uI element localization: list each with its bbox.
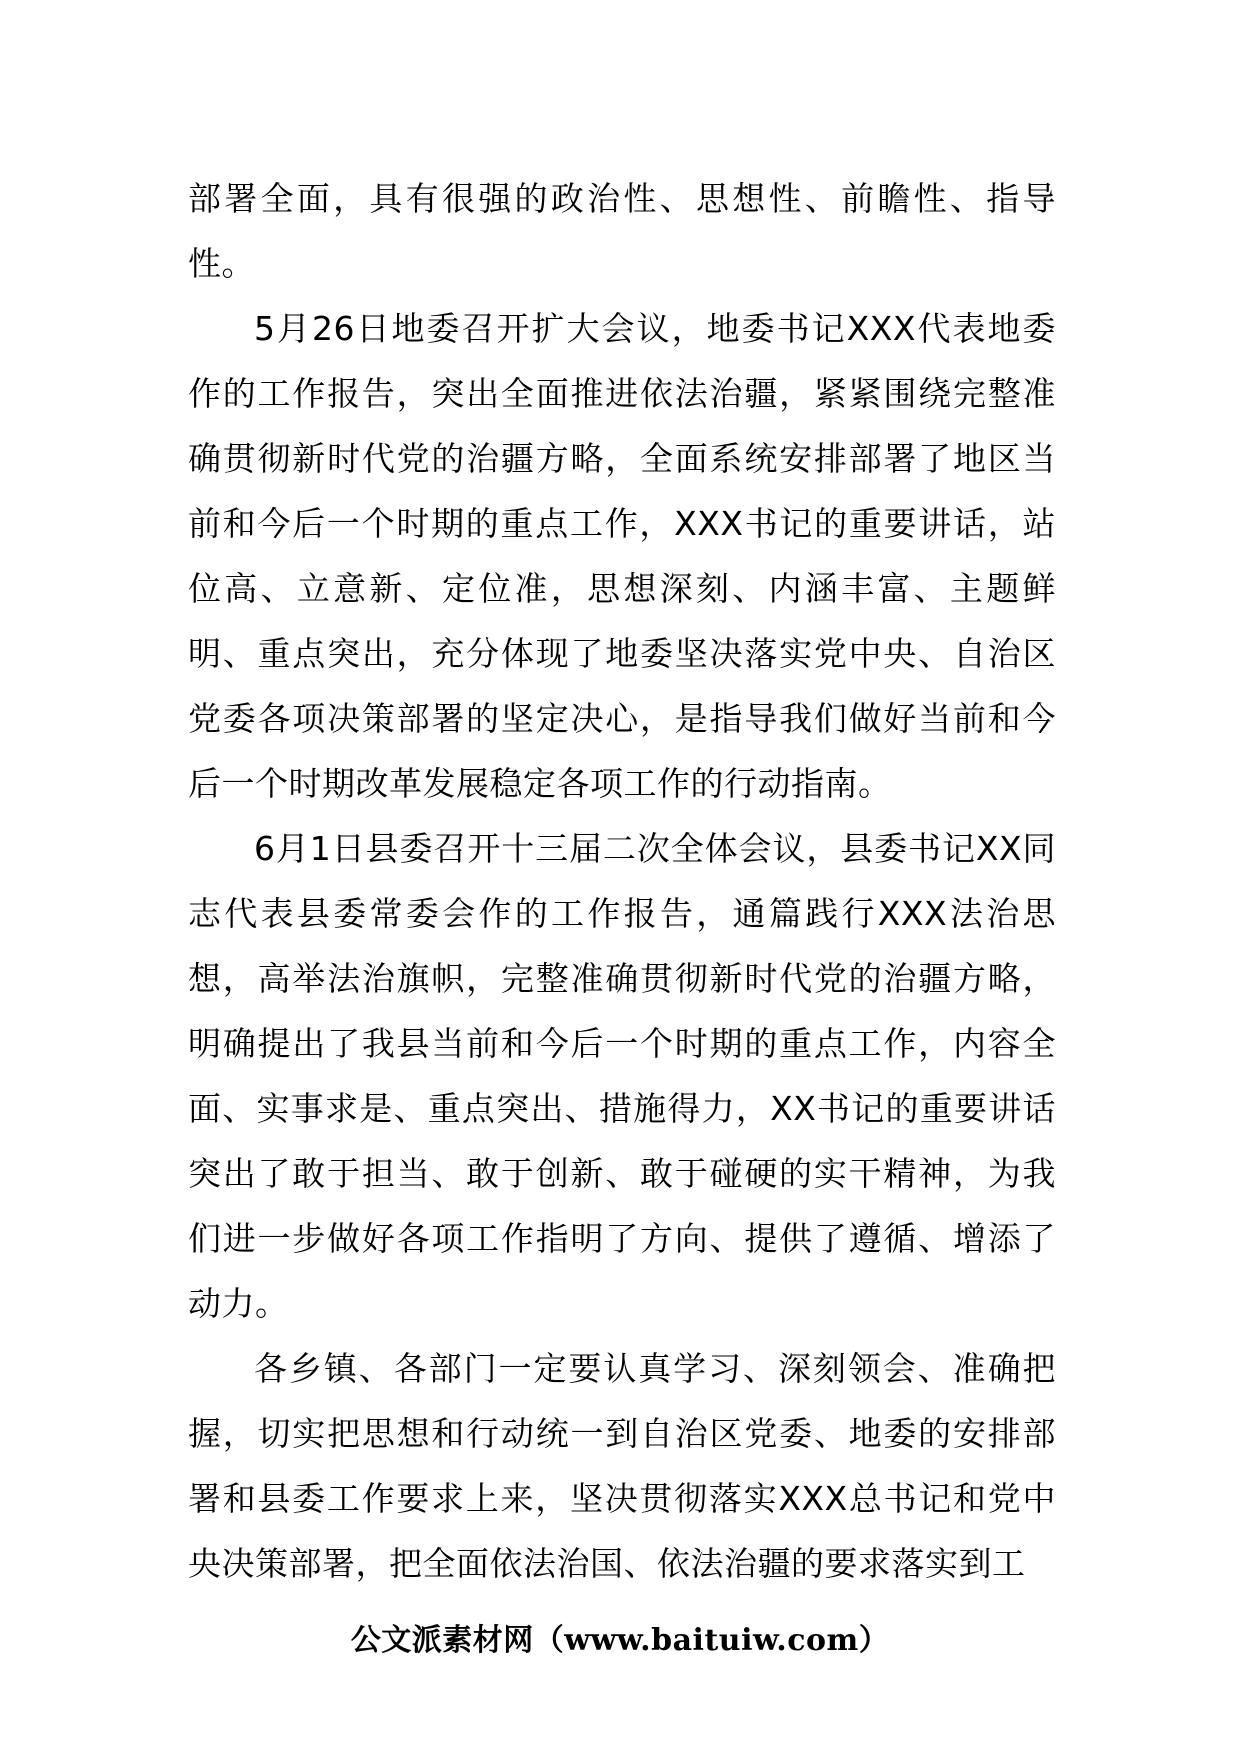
- document-body: [188, 166, 1056, 1596]
- footer-watermark: 公文派素材网（www.baituiw.com）: [350, 1623, 890, 1658]
- paragraph-4: 各乡镇、各部门一定要认真学习、深刻领会、准确把握，切实把思想和行动统一到自治区党委、地委的安排部署和县委工作要求上来，坚决贯彻落实XXX总书记和党中央决策部署，把全面依法治国、依法治疆的要求落实到工: [188, 1349, 1056, 1583]
- paragraph-1: 部署全面，具有很强的政治性、思想性、前瞻性、指导性。: [188, 179, 1056, 283]
- paragraph-2: 5月26日地委召开扩大会议，地委书记XXX代表地委作的工作报告，突出全面推进依法治疆，紧紧围绕完整准确贯彻新时代党的治疆方略，全面系统安排部署了地区当前和今后一个时期的重点工作，XXX书记的重要讲话，站位高、立意新、定位准，思想深刻、内涵丰富、主题鲜明、重点突出，充分体现了地委坚决落实党中央、自治区党委各项决策部署的坚定决心，是指导我们做好当前和今后一个时期改革发展稳定各项工作的行动指南。: [188, 309, 1056, 803]
- paragraph-3: 6月1日县委召开十三届二次全体会议，县委书记XX同志代表县委常委会作的工作报告，通篇践行XXX法治思想，高举法治旗帜，完整准确贯彻新时代党的治疆方略，明确提出了我县当前和今后一个时期的重点工作，内容全面、实事求是、重点突出、措施得力，XX书记的重要讲话突出了敢于担当、敢于创新、敢于碰硬的实干精神，为我们进一步做好各项工作指明了方向、提供了遵循、增添了动力。: [188, 829, 1056, 1323]
